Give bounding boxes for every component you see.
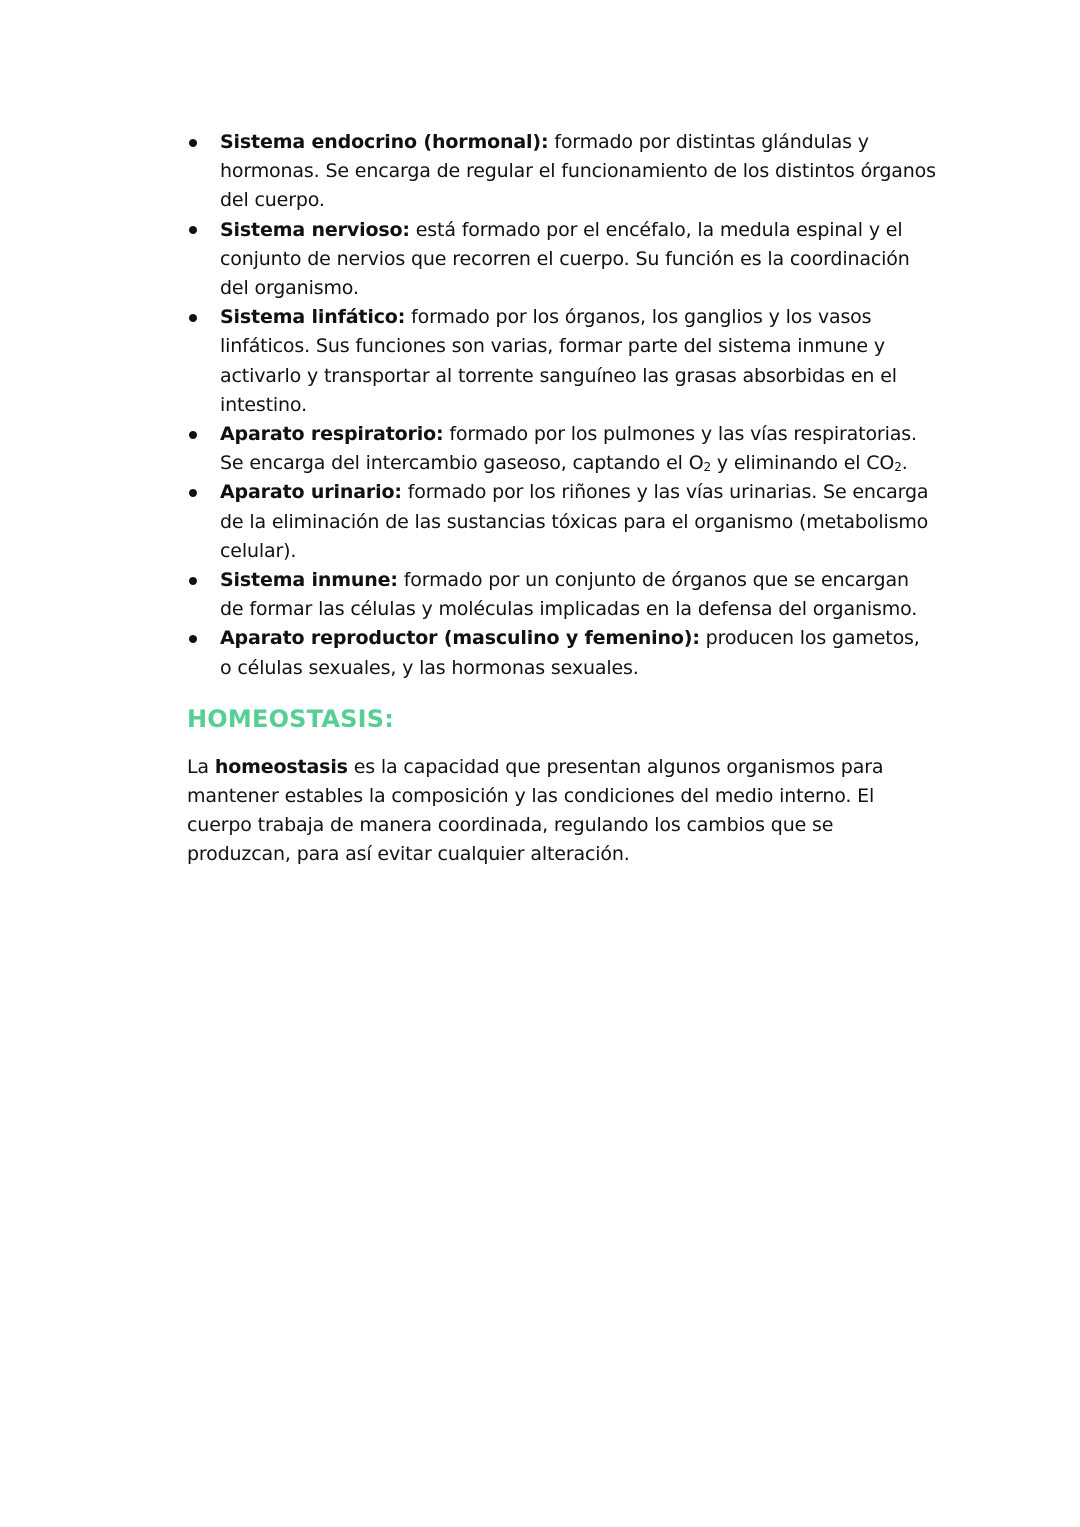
list-item-sistema-endocrino xyxy=(187,128,937,216)
list-item-term: Sistema inmune: xyxy=(220,569,398,592)
list-item-text: . xyxy=(901,452,908,475)
list-item-term: Aparato reproductor (masculino y femenino): xyxy=(220,627,700,650)
bullet-icon xyxy=(187,624,199,653)
list-item-text: formado por los pulmones y las vías respiratorias. Se encarga del intercambio gaseoso, captando el O xyxy=(220,423,917,475)
list-item-sistema-inmune xyxy=(187,566,937,624)
homeostasis-heading: HOMEOSTASIS: xyxy=(187,704,395,733)
homeostasis-paragraph xyxy=(187,753,907,870)
bullet-icon xyxy=(187,420,199,449)
list-item-term: Sistema endocrino (hormonal): xyxy=(220,131,549,153)
list-item-text: formado por los órganos, los ganglios y los vasos linfáticos. Sus funciones son varias, formar parte del sistema inmune y activarlo y transportar al torrente sanguíneo las grasas absorbidas en el intestino. xyxy=(220,306,897,416)
bullet-icon xyxy=(187,478,199,507)
list-item-term: Sistema linfático: xyxy=(220,306,406,329)
list-item-aparato-reproductor xyxy=(187,624,937,682)
list-item-aparato-respiratorio xyxy=(187,420,937,478)
list-item-term: Sistema nervioso: xyxy=(220,218,410,241)
body-systems-list xyxy=(187,128,937,683)
list-item-text: formado por los riñones y las vías urinarias. Se encarga de la eliminación de las sustancias tóxicas para el organismo (metabolismo celular). xyxy=(220,481,929,562)
bullet-icon xyxy=(187,566,199,595)
list-item-text: formado por un conjunto de órganos que se encargan de formar las células y moléculas implicadas en la defensa del organismo. xyxy=(220,569,918,621)
list-item-term: Aparato urinario: xyxy=(220,481,402,504)
list-item-text: está formado por el encéfalo, la medula espinal y el conjunto de nervios que recorren el cuerpo. Su función es la coordinación del organismo. xyxy=(220,218,910,300)
page-content xyxy=(187,128,937,870)
bullet-icon xyxy=(187,303,199,332)
bullet-icon xyxy=(187,128,199,157)
carbon-dioxide-subscript: 2 xyxy=(894,460,902,475)
paragraph-text: es la capacidad que presentan algunos organismos para mantener estables la composición y las condiciones del medio interno. El cuerpo trabaja de manera coordinada, regulando los cambios que se produzcan, para así evitar cualquier alteración. xyxy=(187,755,884,866)
list-item-text: producen los gametos, o células sexuales, y las hormonas sexuales. xyxy=(220,627,920,679)
list-item-term: Aparato respiratorio: xyxy=(220,423,444,446)
list-item-sistema-nervioso xyxy=(187,216,937,304)
list-item-sistema-linfatico xyxy=(187,303,937,420)
paragraph-intro: La xyxy=(187,755,215,778)
list-item-text: formado por distintas glándulas y hormonas. Se encarga de regular el funcionamiento de los distintos órganos del cuerpo. xyxy=(220,131,936,212)
oxygen-subscript: 2 xyxy=(703,460,711,475)
list-item-aparato-urinario xyxy=(187,478,937,566)
paragraph-term: homeostasis xyxy=(214,755,348,778)
bullet-icon xyxy=(187,216,199,245)
list-item-text: y eliminando el CO xyxy=(711,452,895,475)
